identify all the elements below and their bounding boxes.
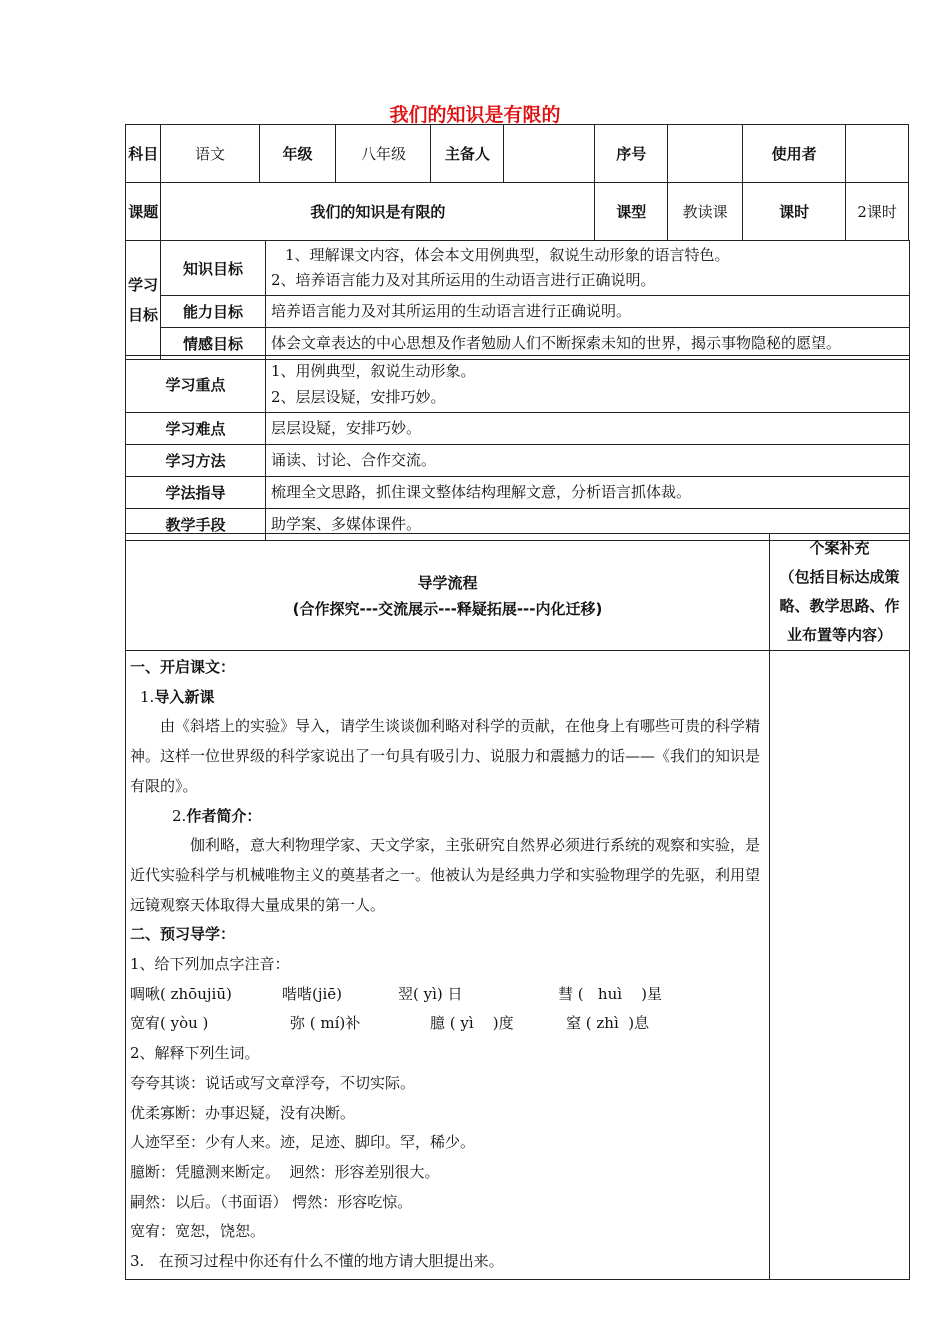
topic-label: 课题 bbox=[126, 183, 161, 241]
ability-text: 培养语言能力及对其所运用的生动语言进行正确说明。 bbox=[266, 296, 910, 328]
difficulty-text: 层层设疑，安排巧妙。 bbox=[266, 413, 910, 445]
user-label: 使用者 bbox=[743, 125, 846, 183]
pinyin-item: 臆 ( yì )度 bbox=[430, 1014, 514, 1033]
knowledge-label: 知识目标 bbox=[161, 241, 266, 296]
pinyin-item: 宽宥( yòu ) bbox=[130, 1014, 209, 1033]
grade-label: 年级 bbox=[259, 125, 336, 183]
section-2-heading: 二、预习导学： bbox=[130, 925, 236, 944]
pinyin-row-1 bbox=[130, 980, 765, 1010]
serial-value bbox=[668, 125, 743, 183]
pinyin-item: 啁啾( zhōujiū) bbox=[130, 984, 232, 1003]
knowledge-line-1: 1、理解课文内容，体会本文用例典型，叙说生动形象的语言特色。 bbox=[285, 246, 730, 264]
author-heading: 作者简介： bbox=[186, 806, 262, 825]
study-info-table bbox=[125, 355, 910, 541]
hours-value: 2课时 bbox=[846, 183, 909, 241]
supplement-line-1: 个案补充 bbox=[809, 539, 870, 557]
guidance-text: 梳理全文思路，抓住课文整体结构理解文意，分析语言抓体裁。 bbox=[266, 477, 910, 509]
pinyin-row-2 bbox=[130, 1009, 765, 1039]
flow-table bbox=[125, 533, 910, 1280]
word-item: 嗣然：以后。（书面语） 愕然：形容吃惊。 bbox=[130, 1192, 413, 1211]
preparer-value bbox=[504, 125, 595, 183]
pinyin-item: 弥 ( mí)补 bbox=[290, 1014, 361, 1033]
intro-heading-num: 1. bbox=[140, 687, 155, 706]
emotion-label: 情感目标 bbox=[161, 328, 266, 360]
document-title: 我们的知识是有限的 bbox=[389, 104, 561, 126]
means-text: 助学案、多媒体课件。 bbox=[266, 509, 910, 541]
topic-value: 我们的知识是有限的 bbox=[161, 183, 595, 241]
supplement-line-4: 业布置等内容） bbox=[786, 626, 892, 644]
lesson-content bbox=[126, 651, 770, 1280]
author-heading-num: 2. bbox=[172, 806, 187, 825]
grade-value: 八年级 bbox=[336, 125, 431, 183]
section-1-heading: 一、开启课文： bbox=[130, 658, 236, 676]
ability-label: 能力目标 bbox=[161, 296, 266, 328]
flow-title: 导学流程 bbox=[417, 574, 478, 592]
question-1: 1、给下列加点字注音： bbox=[130, 955, 290, 974]
lesson-info-table bbox=[125, 124, 909, 241]
knowledge-line-2: 2、培养语言能力及对其所运用的生动语言进行正确说明。 bbox=[271, 271, 656, 289]
key-point-1: 1、用例典型，叙说生动形象。 bbox=[271, 362, 476, 380]
method-label: 学习方法 bbox=[126, 445, 266, 477]
hours-label: 课时 bbox=[743, 183, 846, 241]
subject-label: 科目 bbox=[126, 125, 161, 183]
subject-value: 语文 bbox=[161, 125, 259, 183]
author-text: 伽利略，意大利物理学家、天文学家，主张研究自然界必须进行系统的观察和实验，是近代实验科学与机械唯物主义的奠基者之一。他被认为是经典力学和实验物理学的先驱，利用望远镜观察天体取得大量成果的第一人。 bbox=[130, 836, 761, 914]
flow-steps: (合作探究---交流展示---释疑拓展---内化迁移) bbox=[292, 600, 603, 618]
word-item: 优柔寡断：办事迟疑，没有决断。 bbox=[130, 1103, 356, 1122]
word-item: 宽宥：宽恕，饶恕。 bbox=[130, 1222, 266, 1241]
preparer-label: 主备人 bbox=[431, 125, 504, 183]
pinyin-item: 彗 ( huì )星 bbox=[558, 984, 662, 1003]
word-item: 臆断：凭臆测来断定。 迥然：形容差别很大。 bbox=[130, 1162, 440, 1181]
type-label: 课型 bbox=[595, 183, 668, 241]
guidance-label: 学法指导 bbox=[126, 477, 266, 509]
objectives-label: 学习目标 bbox=[126, 241, 161, 360]
objectives-table bbox=[125, 240, 910, 360]
type-value: 教读课 bbox=[668, 183, 743, 241]
means-label: 教学手段 bbox=[126, 509, 266, 541]
key-points-label: 学习重点 bbox=[126, 356, 266, 413]
pinyin-item: 喈喈(jiē) bbox=[282, 984, 343, 1003]
word-item: 人迹罕至：少有人来。迹，足迹、脚印。罕，稀少。 bbox=[130, 1133, 476, 1152]
supplement-line-2: （包括目标达成策 bbox=[779, 568, 900, 586]
pinyin-item: 翌( yì) 日 bbox=[398, 984, 463, 1003]
method-text: 诵读、讨论、合作交流。 bbox=[266, 445, 910, 477]
intro-text: 由《斜塔上的实验》导入，请学生谈谈伽利略对科学的贡献，在他身上有哪些可贵的科学精神。这样一位世界级的科学家说出了一句具有吸引力、说服力和震撼力的话——《我们的知识是有限的》。 bbox=[130, 717, 761, 795]
question-2: 2、解释下列生词。 bbox=[130, 1044, 260, 1063]
serial-label: 序号 bbox=[595, 125, 668, 183]
difficulty-label: 学习难点 bbox=[126, 413, 266, 445]
key-point-2: 2、层层设疑，安排巧妙。 bbox=[271, 388, 446, 406]
word-item: 夸夸其谈：说话或写文章浮夸，不切实际。 bbox=[130, 1073, 416, 1092]
emotion-text: 体会文章表达的中心思想及作者勉励人们不断探索未知的世界，揭示事物隐秘的愿望。 bbox=[266, 328, 910, 360]
pinyin-item: 窒 ( zhì )息 bbox=[566, 1014, 650, 1033]
intro-heading: 导入新课 bbox=[154, 687, 215, 706]
question-3: 3. 在预习过程中你还有什么不懂的地方请大胆提出来。 bbox=[130, 1252, 504, 1271]
supplement-blank-cell bbox=[770, 651, 910, 1280]
user-value bbox=[846, 125, 909, 183]
supplement-line-3: 略、教学思路、作 bbox=[779, 597, 900, 615]
